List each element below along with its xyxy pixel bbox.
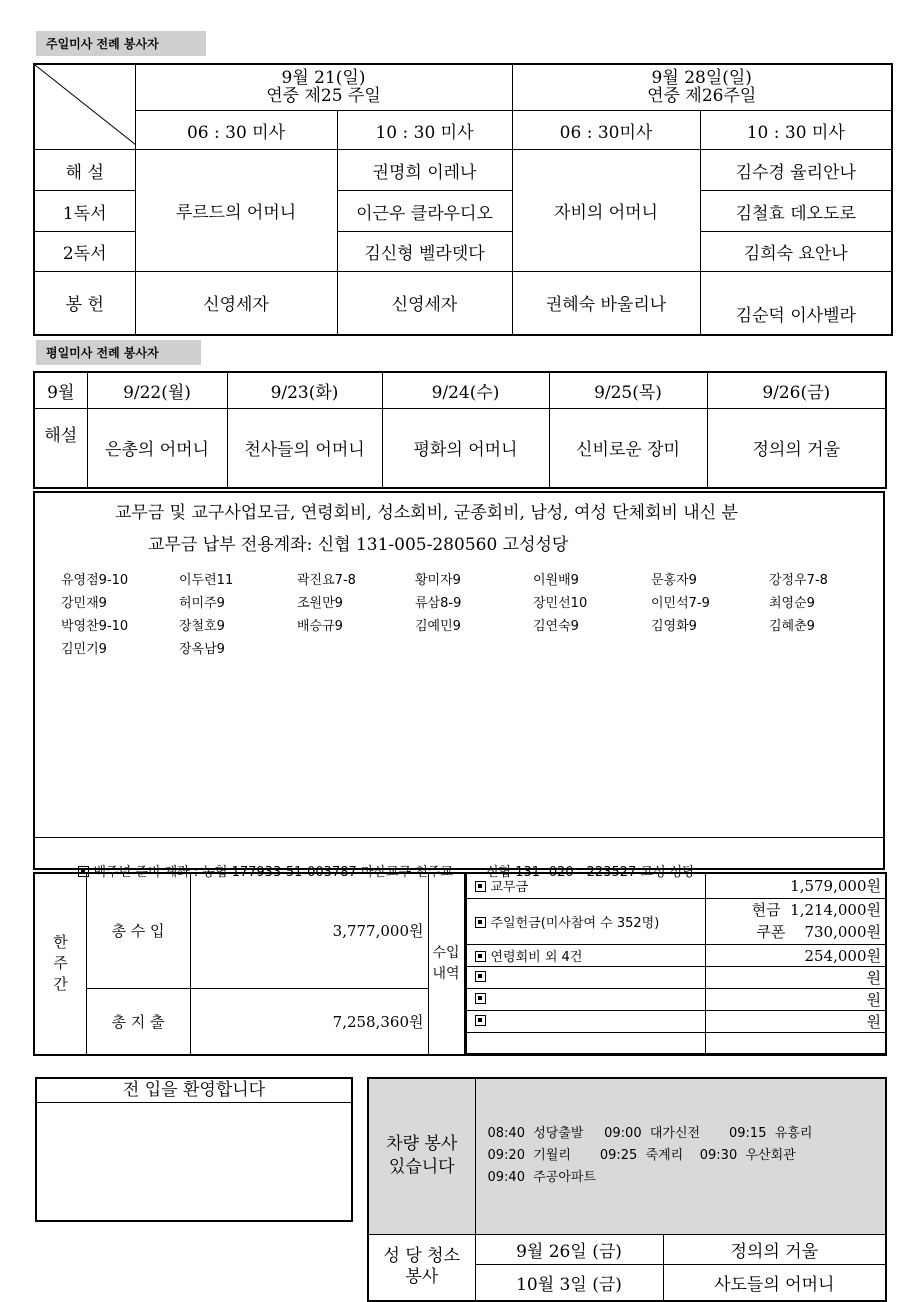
income-item-value: 원 <box>705 966 886 988</box>
checkbox-square-icon <box>475 881 486 892</box>
server-name: 김희숙 요안나 <box>700 232 892 272</box>
income-item <box>465 1010 705 1032</box>
income-item-value: 254,000원 <box>705 944 886 966</box>
checkbox-square-icon <box>475 993 486 1004</box>
income-item-value: 현금 1,214,000원 쿠폰 730,000원 <box>705 898 886 944</box>
donor-name: 김연숙9 <box>533 619 579 634</box>
donor-name: 이원배9 <box>533 573 579 588</box>
donor-name: 장민선10 <box>533 596 588 611</box>
diagonal-line <box>35 65 136 145</box>
income-label: 총 수 입 <box>86 873 190 988</box>
detail-label: 수입 내역 <box>428 873 465 1055</box>
weekday-group: 정의의 거울 <box>707 408 886 488</box>
week2-header: 9월 28일(일) 연중 제26주일 <box>512 64 892 111</box>
donor-name: 장옥남9 <box>179 642 225 657</box>
cleaning-group: 정의의 거울 <box>663 1234 886 1264</box>
donor-name: 장철호9 <box>179 619 225 634</box>
service-table <box>367 1077 887 1302</box>
weekday-group: 은총의 어머니 <box>87 408 227 488</box>
cleaning-date: 10월 3일 (금) <box>475 1264 663 1301</box>
offering-name: 김순덕 이사벨라 <box>700 272 892 335</box>
mass-time: 06 : 30 미사 <box>135 111 337 150</box>
mass-time: 10 : 30 미사 <box>700 111 892 150</box>
weekday-date: 9/23(화) <box>227 372 382 408</box>
weekday-group: 신비로운 장미 <box>549 408 707 488</box>
income-item: 연령회비 외 4건 <box>465 944 705 966</box>
donor-name: 강민재9 <box>61 596 107 611</box>
donor-name: 이두련11 <box>179 573 234 588</box>
welcome-title: 전 입을 환영합니다 <box>37 1079 351 1103</box>
cleaning-group: 사도들의 어머니 <box>663 1264 886 1301</box>
role-label: 해 설 <box>34 150 135 191</box>
weekday-group: 천사들의 어머니 <box>227 408 382 488</box>
sunday-section-tag: 주일미사 전례 봉사자 <box>36 31 206 56</box>
w1-0630-group: 루르드의 어머니 <box>135 150 337 272</box>
role-label: 1독서 <box>34 191 135 232</box>
weekday-servers-table <box>33 371 887 489</box>
income-item-value: 원 <box>705 988 886 1010</box>
income-item-value: 원 <box>705 1010 886 1032</box>
role-label: 2독서 <box>34 232 135 272</box>
cleaning-label: 성 당 청소 봉사 <box>368 1234 475 1301</box>
donor-name: 김영화9 <box>651 619 697 634</box>
empty-cell <box>705 1032 886 1053</box>
period-label: 한 주 간 <box>34 873 86 1055</box>
server-name: 김수경 율리안나 <box>700 150 892 191</box>
weekday-date: 9/25(목) <box>549 372 707 408</box>
server-name: 김철효 데오도로 <box>700 191 892 232</box>
donor-name: 허미주9 <box>179 596 225 611</box>
finance-table <box>33 872 887 1056</box>
server-name: 이근우 클라우디오 <box>337 191 512 232</box>
income-item <box>465 988 705 1010</box>
income-item: 주일헌금(미사참여 수 352명) <box>465 898 705 944</box>
table-corner <box>34 64 135 150</box>
donor-name: 최영순9 <box>769 596 815 611</box>
vehicle-label: 차량 봉사 있습니다 <box>368 1078 475 1234</box>
mass-time: 06 : 30미사 <box>512 111 700 150</box>
w2-0630-group: 자비의 어머니 <box>512 150 700 272</box>
donor-name: 문홍자9 <box>651 573 697 588</box>
month-label: 9월 <box>34 372 87 408</box>
week1-header: 9월 21(일) 연중 제25 주일 <box>135 64 512 111</box>
donor-name: 김혜춘9 <box>769 619 815 634</box>
weekday-group: 평화의 어머니 <box>382 408 549 488</box>
welcome-box <box>35 1077 353 1222</box>
donor-name: 강정우7-8 <box>769 573 828 588</box>
donations-box <box>33 491 885 880</box>
role-label: 봉 헌 <box>34 272 135 335</box>
expense-value: 7,258,360원 <box>190 988 428 1055</box>
donor-name: 유영점9-10 <box>61 573 129 588</box>
empty-cell <box>465 1053 705 1055</box>
donor-list <box>61 569 887 657</box>
centennial-account: 백주년 준비 계좌 : 농협 177933-51-003787 마산교구 천주교 신협 131- 020 - 223527 고성 성당 <box>61 846 695 895</box>
offering-name: 신영세자 <box>337 272 512 335</box>
offering-name: 권혜숙 바울리나 <box>512 272 700 335</box>
checkbox-square-icon <box>475 1015 486 1026</box>
income-item-value: 1,579,000원 <box>705 873 886 898</box>
empty-cell <box>465 1032 705 1053</box>
income-item: 교무금 <box>465 873 705 898</box>
weekday-date: 9/26(금) <box>707 372 886 408</box>
income-item <box>465 966 705 988</box>
cleaning-date: 9월 26일 (금) <box>475 1234 663 1264</box>
expense-label: 총 지 출 <box>86 988 190 1055</box>
donations-divider <box>35 837 883 838</box>
donor-name: 김민기9 <box>61 642 107 657</box>
vehicle-schedule: 08:40 성당출발 09:00 대가신전 09:15 유흥리 09:20 기월리 09:25 죽계리 09:30 우산회관 09:40 주공아파트 <box>475 1078 886 1234</box>
donor-name: 박영찬9-10 <box>61 619 129 634</box>
sunday-servers-table <box>33 63 893 336</box>
income-value: 3,777,000원 <box>190 873 428 988</box>
donor-name: 김예민9 <box>415 619 461 634</box>
weekday-date: 9/24(수) <box>382 372 549 408</box>
donor-name: 황미자9 <box>415 573 461 588</box>
empty-cell <box>705 1053 886 1055</box>
offering-name: 신영세자 <box>135 272 337 335</box>
checkbox-square-icon <box>475 917 486 928</box>
role-label: 해설 <box>34 408 87 488</box>
server-name: 권명희 이레나 <box>337 150 512 191</box>
donations-heading: 교무금 및 교구사업모금, 연령회비, 성소회비, 군종회비, 남성, 여성 단체회비 내신 분 <box>115 503 738 523</box>
donor-name: 조원만9 <box>297 596 343 611</box>
checkbox-square-icon <box>475 971 486 982</box>
donor-name: 배승규9 <box>297 619 343 634</box>
donor-name: 이민석7-9 <box>651 596 710 611</box>
donor-name: 류삼8-9 <box>415 596 462 611</box>
weekday-section-tag: 평일미사 전례 봉사자 <box>36 340 201 365</box>
account-heading: 교무금 납부 전용계좌: 신협 131-005-280560 고성성당 <box>148 535 569 555</box>
server-name: 김신형 벨라뎃다 <box>337 232 512 272</box>
weekday-date: 9/22(월) <box>87 372 227 408</box>
mass-time: 10 : 30 미사 <box>337 111 512 150</box>
donor-name: 곽진요7-8 <box>297 573 356 588</box>
checkbox-square-icon <box>475 951 486 962</box>
